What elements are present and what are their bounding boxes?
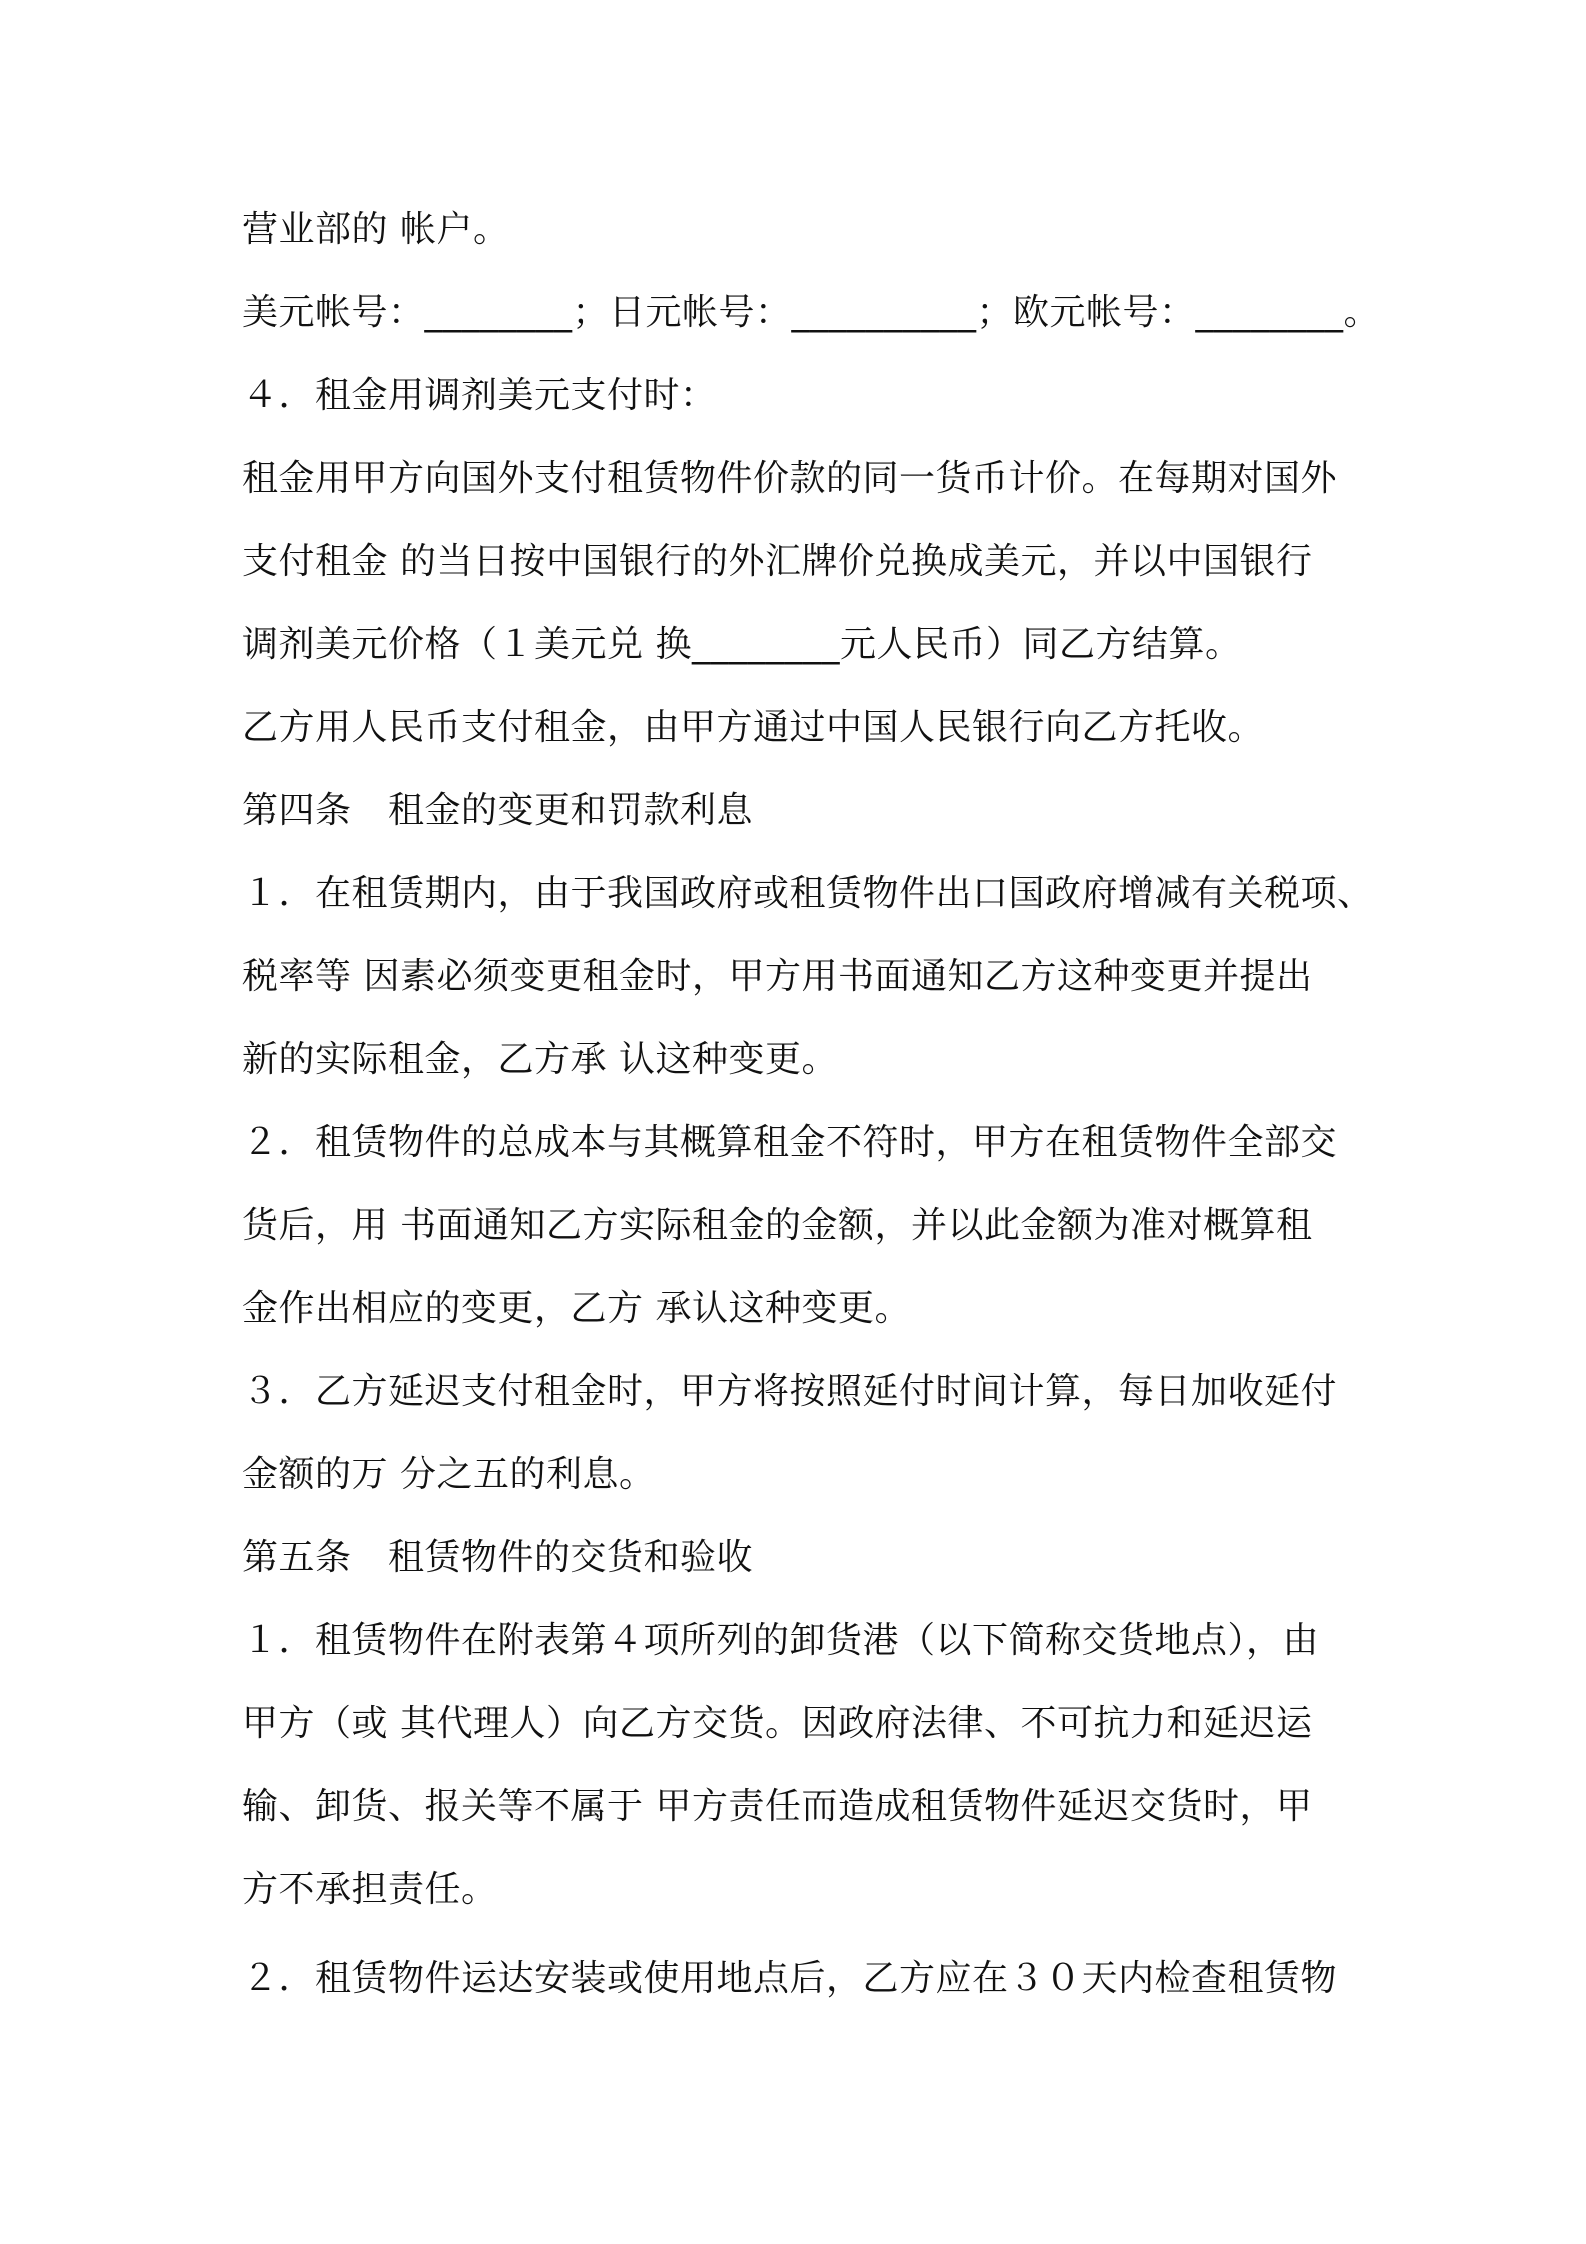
text-line-14: 金作出相应的变更，乙方 承认这种变更。 <box>242 1288 911 1329</box>
text-line-16: 金额的万 分之五的利息。 <box>242 1454 656 1495</box>
text-line-12: ２．租赁物件的总成本与其概算租金不符时，甲方在租赁物件全部交 <box>242 1122 1338 1163</box>
text-line-6: 调剂美元价格（１美元兑 换________元人民币）同乙方结算。 <box>242 624 1242 665</box>
text-line-10: 税率等 因素必须变更租金时，甲方用书面通知乙方这种变更并提出 <box>242 956 1313 997</box>
section-heading-4: 第四条 租金的变更和罚款利息 <box>242 790 754 831</box>
text-line-7: 乙方用人民币支付租金，由甲方通过中国人民银行向乙方托收。 <box>242 707 1265 748</box>
text-line-19: 甲方（或 其代理人）向乙方交货。因政府法律、不可抗力和延迟运 <box>242 1703 1313 1744</box>
text-line-2: 美元帐号：________；日元帐号：__________；欧元帐号：________。 <box>242 292 1381 333</box>
text-line-22: ２．租赁物件运达安装或使用地点后，乙方应在３０天内检查租赁物 <box>242 1958 1338 1999</box>
text-line-4: 租金用甲方向国外支付租赁物件价款的同一货币计价。在每期对国外 <box>242 458 1338 499</box>
text-line-5: 支付租金 的当日按中国银行的外汇牌价兑换成美元，并以中国银行 <box>242 541 1313 582</box>
text-line-21: 方不承担责任。 <box>242 1869 498 1910</box>
text-line-9: １．在租赁期内，由于我国政府或租赁物件出口国政府增减有关税项、 <box>242 873 1374 914</box>
text-line-18: １．租赁物件在附表第４项所列的卸货港（以下简称交货地点），由 <box>242 1620 1320 1661</box>
section-heading-5: 第五条 租赁物件的交货和验收 <box>242 1537 754 1578</box>
text-line-13: 货后，用 书面通知乙方实际租金的金额，并以此金额为准对概算租 <box>242 1205 1313 1246</box>
text-line-15: ３．乙方延迟支付租金时，甲方将按照延付时间计算，每日加收延付 <box>242 1371 1338 1412</box>
text-line-20: 输、卸货、报关等不属于 甲方责任而造成租赁物件延迟交货时，甲 <box>242 1786 1313 1827</box>
text-line-3: ４．租金用调剂美元支付时： <box>242 375 717 416</box>
text-line-1: 营业部的 帐户。 <box>242 209 510 250</box>
text-line-11: 新的实际租金，乙方承 认这种变更。 <box>242 1039 838 1080</box>
